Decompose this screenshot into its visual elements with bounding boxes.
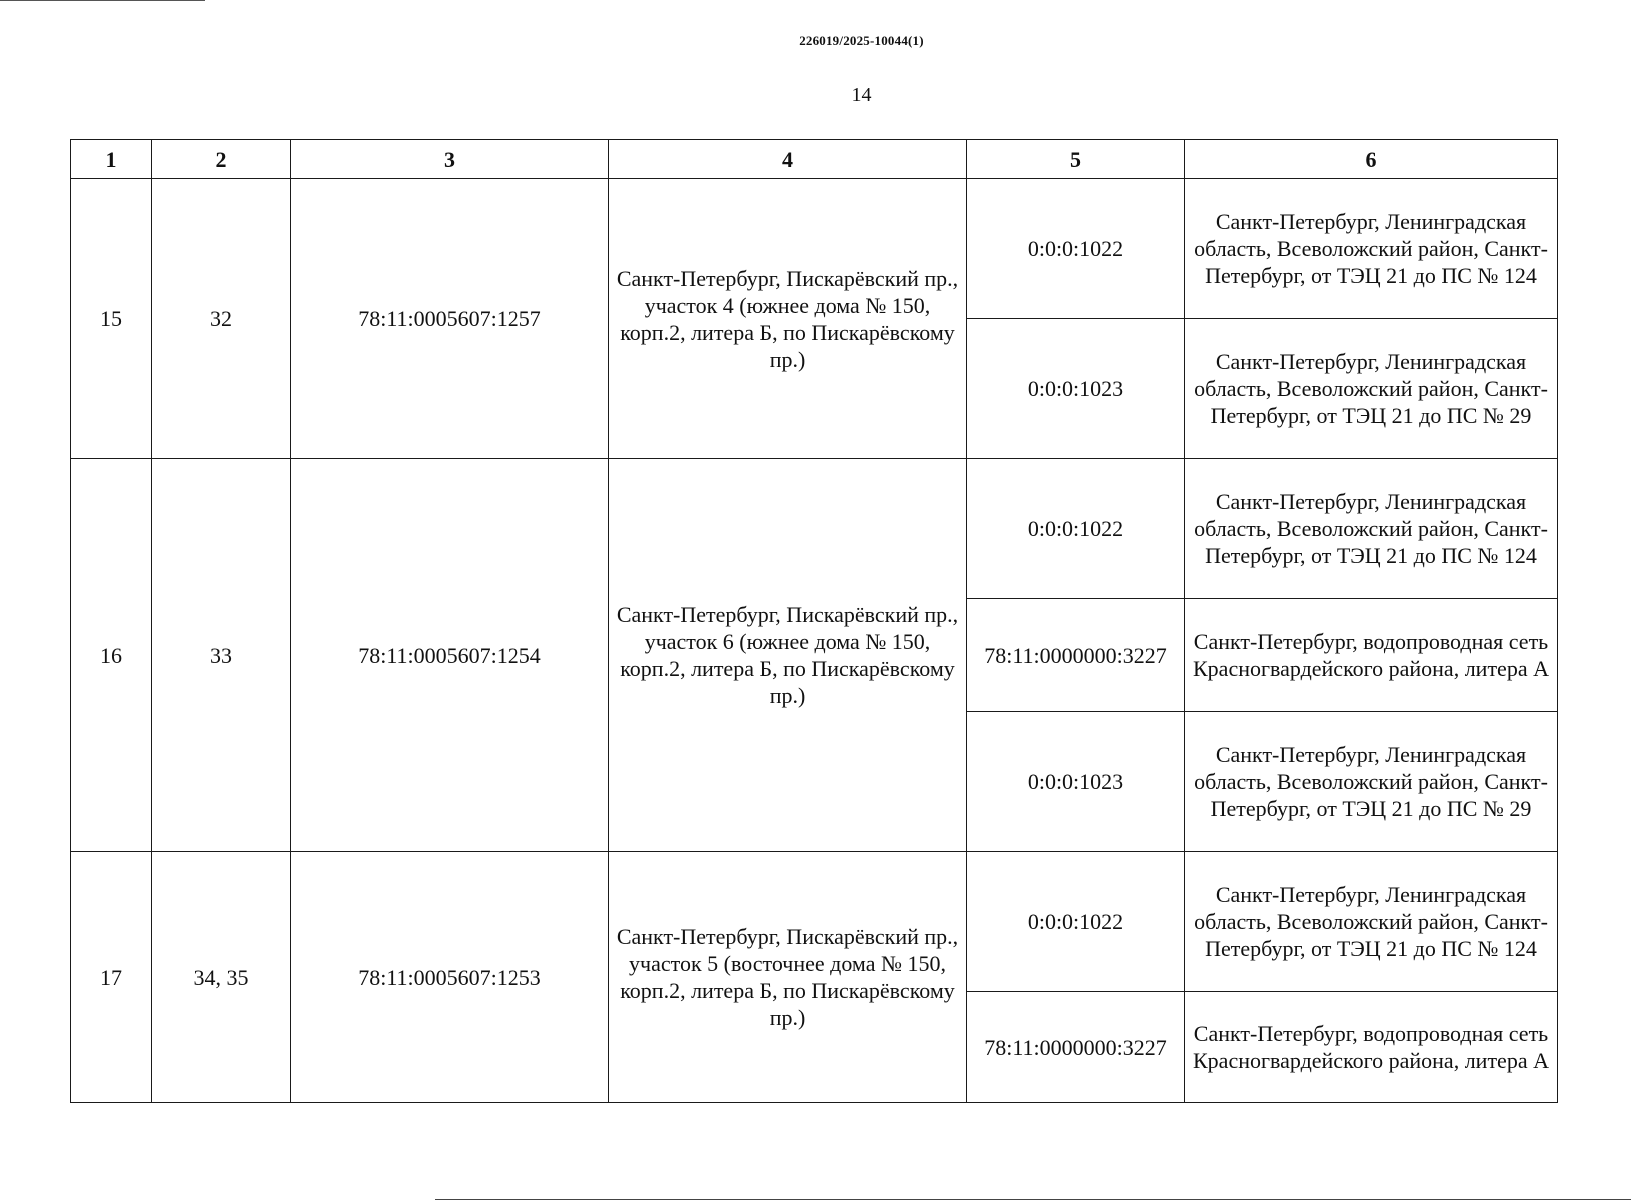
related-object-address-cell: Санкт-Петербург, Ленинградская область, Всеволожский район, Санкт-Петербург, от ТЭЦ 21 до ПС № 124 xyxy=(1185,179,1558,319)
page-number: 14 xyxy=(851,84,872,106)
cadastral-number-cell: 78:11:0005607:1257 xyxy=(291,179,609,459)
table-row xyxy=(71,179,1558,319)
address-cell: Санкт-Петербург, Пискарёвский пр., участок 6 (южнее дома № 150, корп.2, литера Б, по Пискарёвскому пр.) xyxy=(609,459,967,852)
plot-number-cell: 33 xyxy=(152,459,291,852)
related-cadastral-number-cell: 0:0:0:1023 xyxy=(967,319,1185,459)
related-cadastral-number-cell: 0:0:0:1022 xyxy=(967,179,1185,319)
plot-number-cell: 34, 35 xyxy=(152,852,291,1103)
header-cell-6: 6 xyxy=(1185,140,1558,179)
cadastral-number-cell: 78:11:0005607:1253 xyxy=(291,852,609,1103)
plot-number-cell: 32 xyxy=(152,179,291,459)
table-row xyxy=(71,852,1558,992)
related-cadastral-number-cell: 0:0:0:1022 xyxy=(967,459,1185,599)
related-object-address-cell: Санкт-Петербург, водопроводная сеть Красногвардейского района, литера А xyxy=(1185,599,1558,712)
related-object-address-cell: Санкт-Петербург, водопроводная сеть Красногвардейского района, литера А xyxy=(1185,992,1558,1103)
related-object-address-cell: Санкт-Петербург, Ленинградская область, Всеволожский район, Санкт-Петербург, от ТЭЦ 21 до ПС № 124 xyxy=(1185,459,1558,599)
address-cell: Санкт-Петербург, Пискарёвский пр., участок 5 (восточнее дома № 150, корп.2, литера Б, по Пискарёвскому пр.) xyxy=(609,852,967,1103)
scan-edge-line-top xyxy=(0,0,205,1)
land-plots-table xyxy=(70,139,1558,1103)
related-cadastral-number-cell: 0:0:0:1023 xyxy=(967,712,1185,852)
cadastral-number-cell: 78:11:0005607:1254 xyxy=(291,459,609,852)
header-cell-1: 1 xyxy=(71,140,152,179)
related-object-address-cell: Санкт-Петербург, Ленинградская область, Всеволожский район, Санкт-Петербург, от ТЭЦ 21 до ПС № 29 xyxy=(1185,712,1558,852)
header-cell-5: 5 xyxy=(967,140,1185,179)
related-cadastral-number-cell: 78:11:0000000:3227 xyxy=(967,992,1185,1103)
header-cell-3: 3 xyxy=(291,140,609,179)
document-registration-number: 226019/2025-10044(1) xyxy=(799,33,924,48)
related-object-address-cell: Санкт-Петербург, Ленинградская область, Всеволожский район, Санкт-Петербург, от ТЭЦ 21 до ПС № 29 xyxy=(1185,319,1558,459)
table-row xyxy=(71,459,1558,599)
header-cell-2: 2 xyxy=(152,140,291,179)
related-cadastral-number-cell: 78:11:0000000:3227 xyxy=(967,599,1185,712)
row-number-cell: 16 xyxy=(71,459,152,852)
row-number-cell: 17 xyxy=(71,852,152,1103)
header-cell-4: 4 xyxy=(609,140,967,179)
related-object-address-cell: Санкт-Петербург, Ленинградская область, Всеволожский район, Санкт-Петербург, от ТЭЦ 21 до ПС № 124 xyxy=(1185,852,1558,992)
address-cell: Санкт-Петербург, Пискарёвский пр., участок 4 (южнее дома № 150, корп.2, литера Б, по Пискарёвскому пр.) xyxy=(609,179,967,459)
related-cadastral-number-cell: 0:0:0:1022 xyxy=(967,852,1185,992)
row-number-cell: 15 xyxy=(71,179,152,459)
table-header-row xyxy=(71,140,1558,179)
